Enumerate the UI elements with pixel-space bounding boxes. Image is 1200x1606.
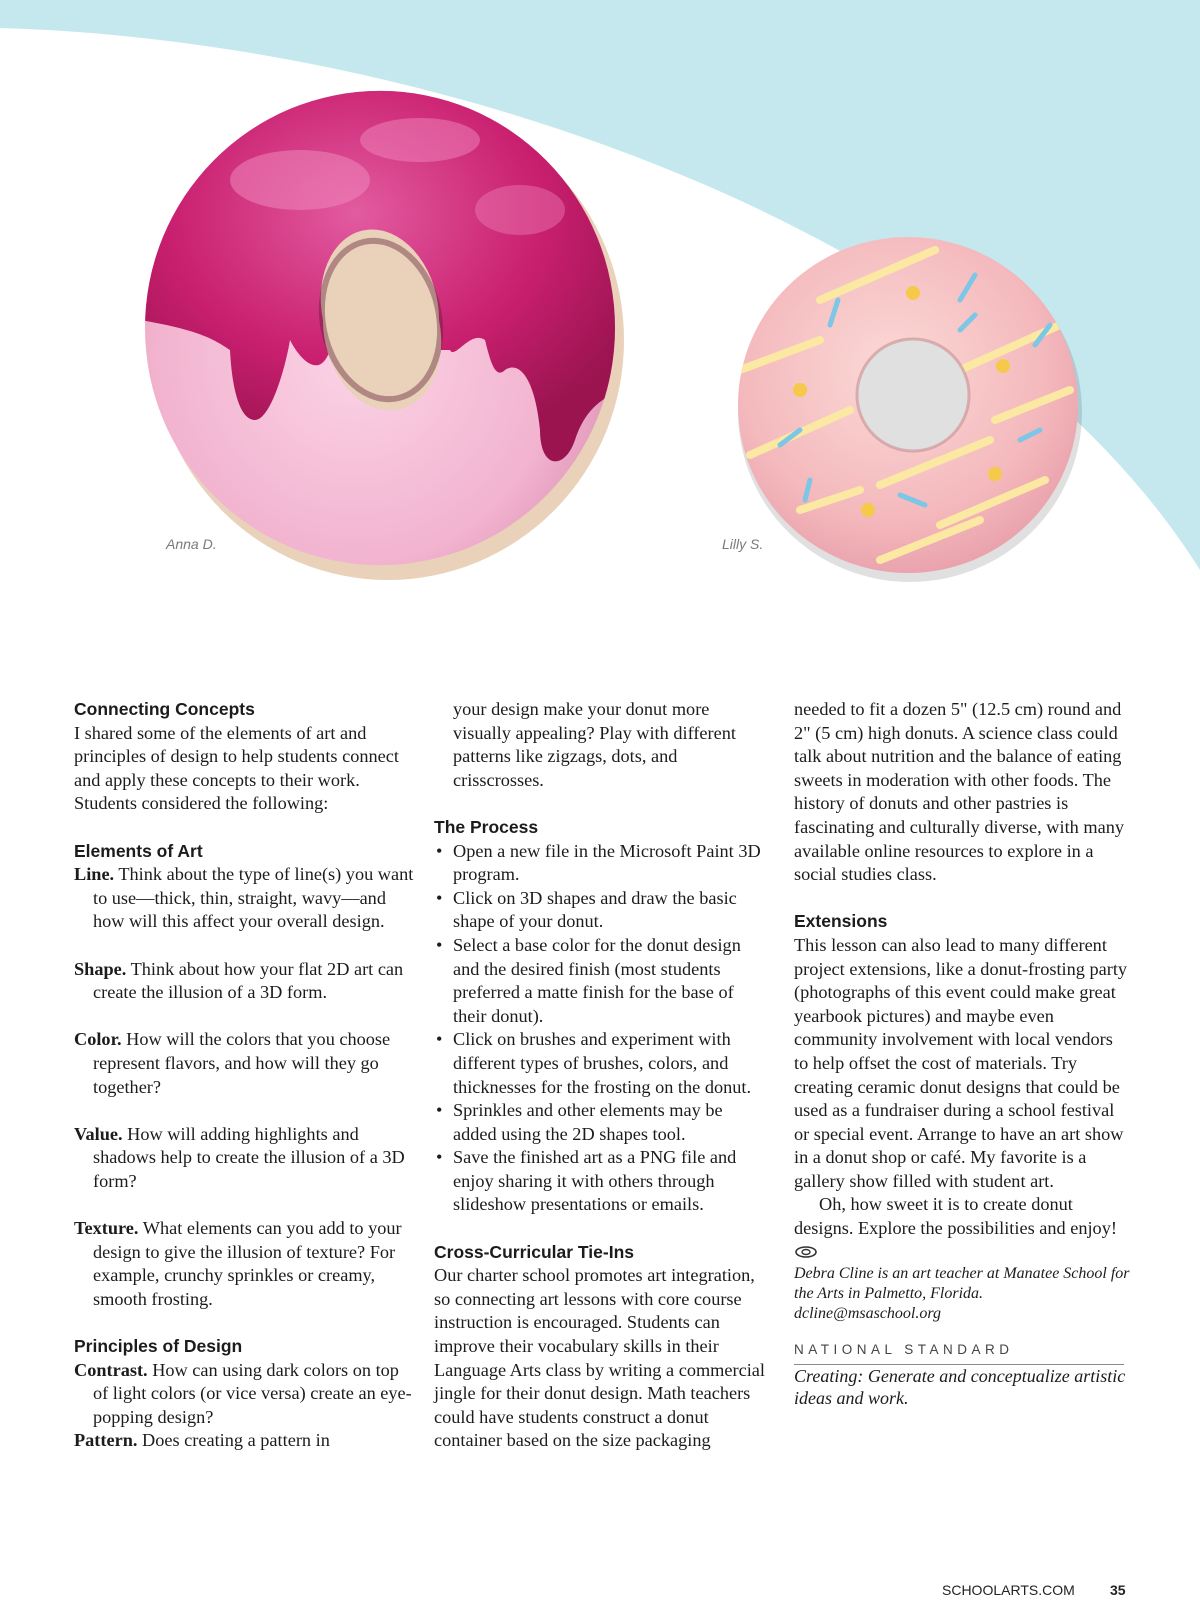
column-2 bbox=[434, 698, 770, 1453]
principle-pattern bbox=[74, 1429, 414, 1453]
national-standard-label: NATIONAL STANDARD bbox=[794, 1338, 1124, 1365]
heading-cross-curricular: Cross-Curricular Tie-Ins bbox=[434, 1241, 635, 1262]
desc-value: How will adding highlights and shadows help to create the illusion of a 3D form? bbox=[93, 1123, 405, 1191]
pattern-continued: your design make your donut more visually appealing? Play with different patterns like zigzags, dots, and crisscrosses. bbox=[453, 699, 736, 790]
footer-site: SCHOOLARTS.COM bbox=[942, 1582, 1075, 1598]
page-number: 35 bbox=[1110, 1582, 1126, 1598]
connecting-text: I shared some of the elements of art and principles of design to help students connect and apply these concepts to their work. Students considered the following: bbox=[74, 722, 399, 814]
column-1 bbox=[74, 698, 414, 1453]
element-value bbox=[74, 1123, 414, 1194]
desc-contrast: How can using dark colors on top of light colors (or vice versa) create an eye-popping design? bbox=[93, 1359, 412, 1427]
term-pattern: Pattern. bbox=[74, 1430, 138, 1451]
process-step: • Click on 3D shapes and draw the basic shape of your donut. bbox=[434, 887, 770, 934]
desc-texture: What elements can you add to your design to give the illusion of texture? For example, crunchy sprinkles or creamy, smooth frosting. bbox=[93, 1218, 402, 1309]
extensions-text: This lesson can also lead to many different project extensions, like a donut-frosting party (photographs of this event could make great yearbook pictures) and maybe even community involvement with local vendors to help offset the cost of materials. Try creating ceramic donut designs that could be used as a fundraiser during a school festival or special event. Arrange to have an art show in a donut shop or café. My favorite is a gallery show filled with student art. bbox=[794, 934, 1128, 1191]
element-line bbox=[74, 863, 414, 934]
closing-text: Oh, how sweet it is to create donut designs. Explore the possibilities and enjoy! bbox=[794, 1194, 1117, 1239]
element-color bbox=[74, 1028, 414, 1099]
column-3 bbox=[794, 698, 1130, 1410]
bio-text: Debra Cline is an art teacher at Manatee School for the Arts in Palmetto, Florida. bbox=[794, 1265, 1130, 1303]
desc-pattern: Does creating a pattern in bbox=[137, 1430, 330, 1451]
author-email: dcline@msaschool.org bbox=[794, 1305, 941, 1323]
process-step: • Save the finished art as a PNG file and enjoy sharing it with others through slideshow presentations or emails. bbox=[434, 1146, 770, 1217]
heading-principles-of-design: Principles of Design bbox=[74, 1336, 243, 1357]
national-standard-text: Creating: Generate and conceptualize artistic ideas and work. bbox=[794, 1365, 1126, 1409]
caption-lilly: Lilly S. bbox=[722, 536, 764, 552]
cross-curricular-continued: needed to fit a dozen 5" (12.5 cm) round and 2" (5 cm) high donuts. A science class could talk about nutrition and the balance of eating sweets in moderation with other foods. The history of donuts and other pastries is fascinating and culturally diverse, with many available online resources to explore in a social studies class. bbox=[794, 699, 1124, 885]
process-step: • Click on brushes and experiment with different types of brushes, colors, and thicknesses for the frosting on the donut. bbox=[434, 1028, 770, 1099]
closing-paragraph bbox=[794, 1193, 1130, 1264]
desc-line: Think about the type of line(s) you want to use—thick, thin, straight, wavy—and how will this affect your overall design. bbox=[93, 864, 414, 932]
desc-color: How will the colors that you choose represent flavors, and how will they go together? bbox=[93, 1029, 391, 1097]
process-step: • Sprinkles and other elements may be added using the 2D shapes tool. bbox=[434, 1099, 770, 1146]
process-step: • Open a new file in the Microsoft Paint 3D program. bbox=[434, 840, 770, 887]
term-contrast: Contrast. bbox=[74, 1359, 148, 1380]
term-color: Color. bbox=[74, 1029, 122, 1050]
cross-curricular-text: Our charter school promotes art integration, so connecting art lessons with core course instruction is encouraged. Students can improve their vocabulary skills in their Language Arts class by writing a commercial jingle for their donut design. Math teachers could have students construct a donut container based on the size packaging bbox=[434, 1265, 765, 1451]
principle-contrast bbox=[74, 1359, 414, 1430]
donut-lilly bbox=[730, 230, 1090, 582]
process-steps bbox=[434, 840, 770, 1218]
author-bio bbox=[794, 1264, 1130, 1324]
term-value: Value. bbox=[74, 1123, 123, 1144]
term-texture: Texture. bbox=[74, 1218, 139, 1239]
donut-anna bbox=[140, 80, 624, 580]
heading-the-process: The Process bbox=[434, 816, 539, 837]
caption-anna: Anna D. bbox=[166, 536, 217, 552]
process-step: • Select a base color for the donut design and the desired finish (most students preferred a matte finish for the base of their donut). bbox=[434, 934, 770, 1028]
element-shape bbox=[74, 958, 414, 1005]
term-shape: Shape. bbox=[74, 958, 127, 979]
element-texture bbox=[74, 1217, 414, 1311]
heading-elements-of-art: Elements of Art bbox=[74, 840, 203, 861]
end-mark-icon bbox=[794, 1245, 818, 1259]
term-line: Line. bbox=[74, 864, 115, 885]
heading-extensions: Extensions bbox=[794, 911, 888, 932]
heading-connecting-concepts: Connecting Concepts bbox=[74, 699, 255, 719]
desc-shape: Think about how your flat 2D art can create the illusion of a 3D form. bbox=[93, 958, 404, 1003]
